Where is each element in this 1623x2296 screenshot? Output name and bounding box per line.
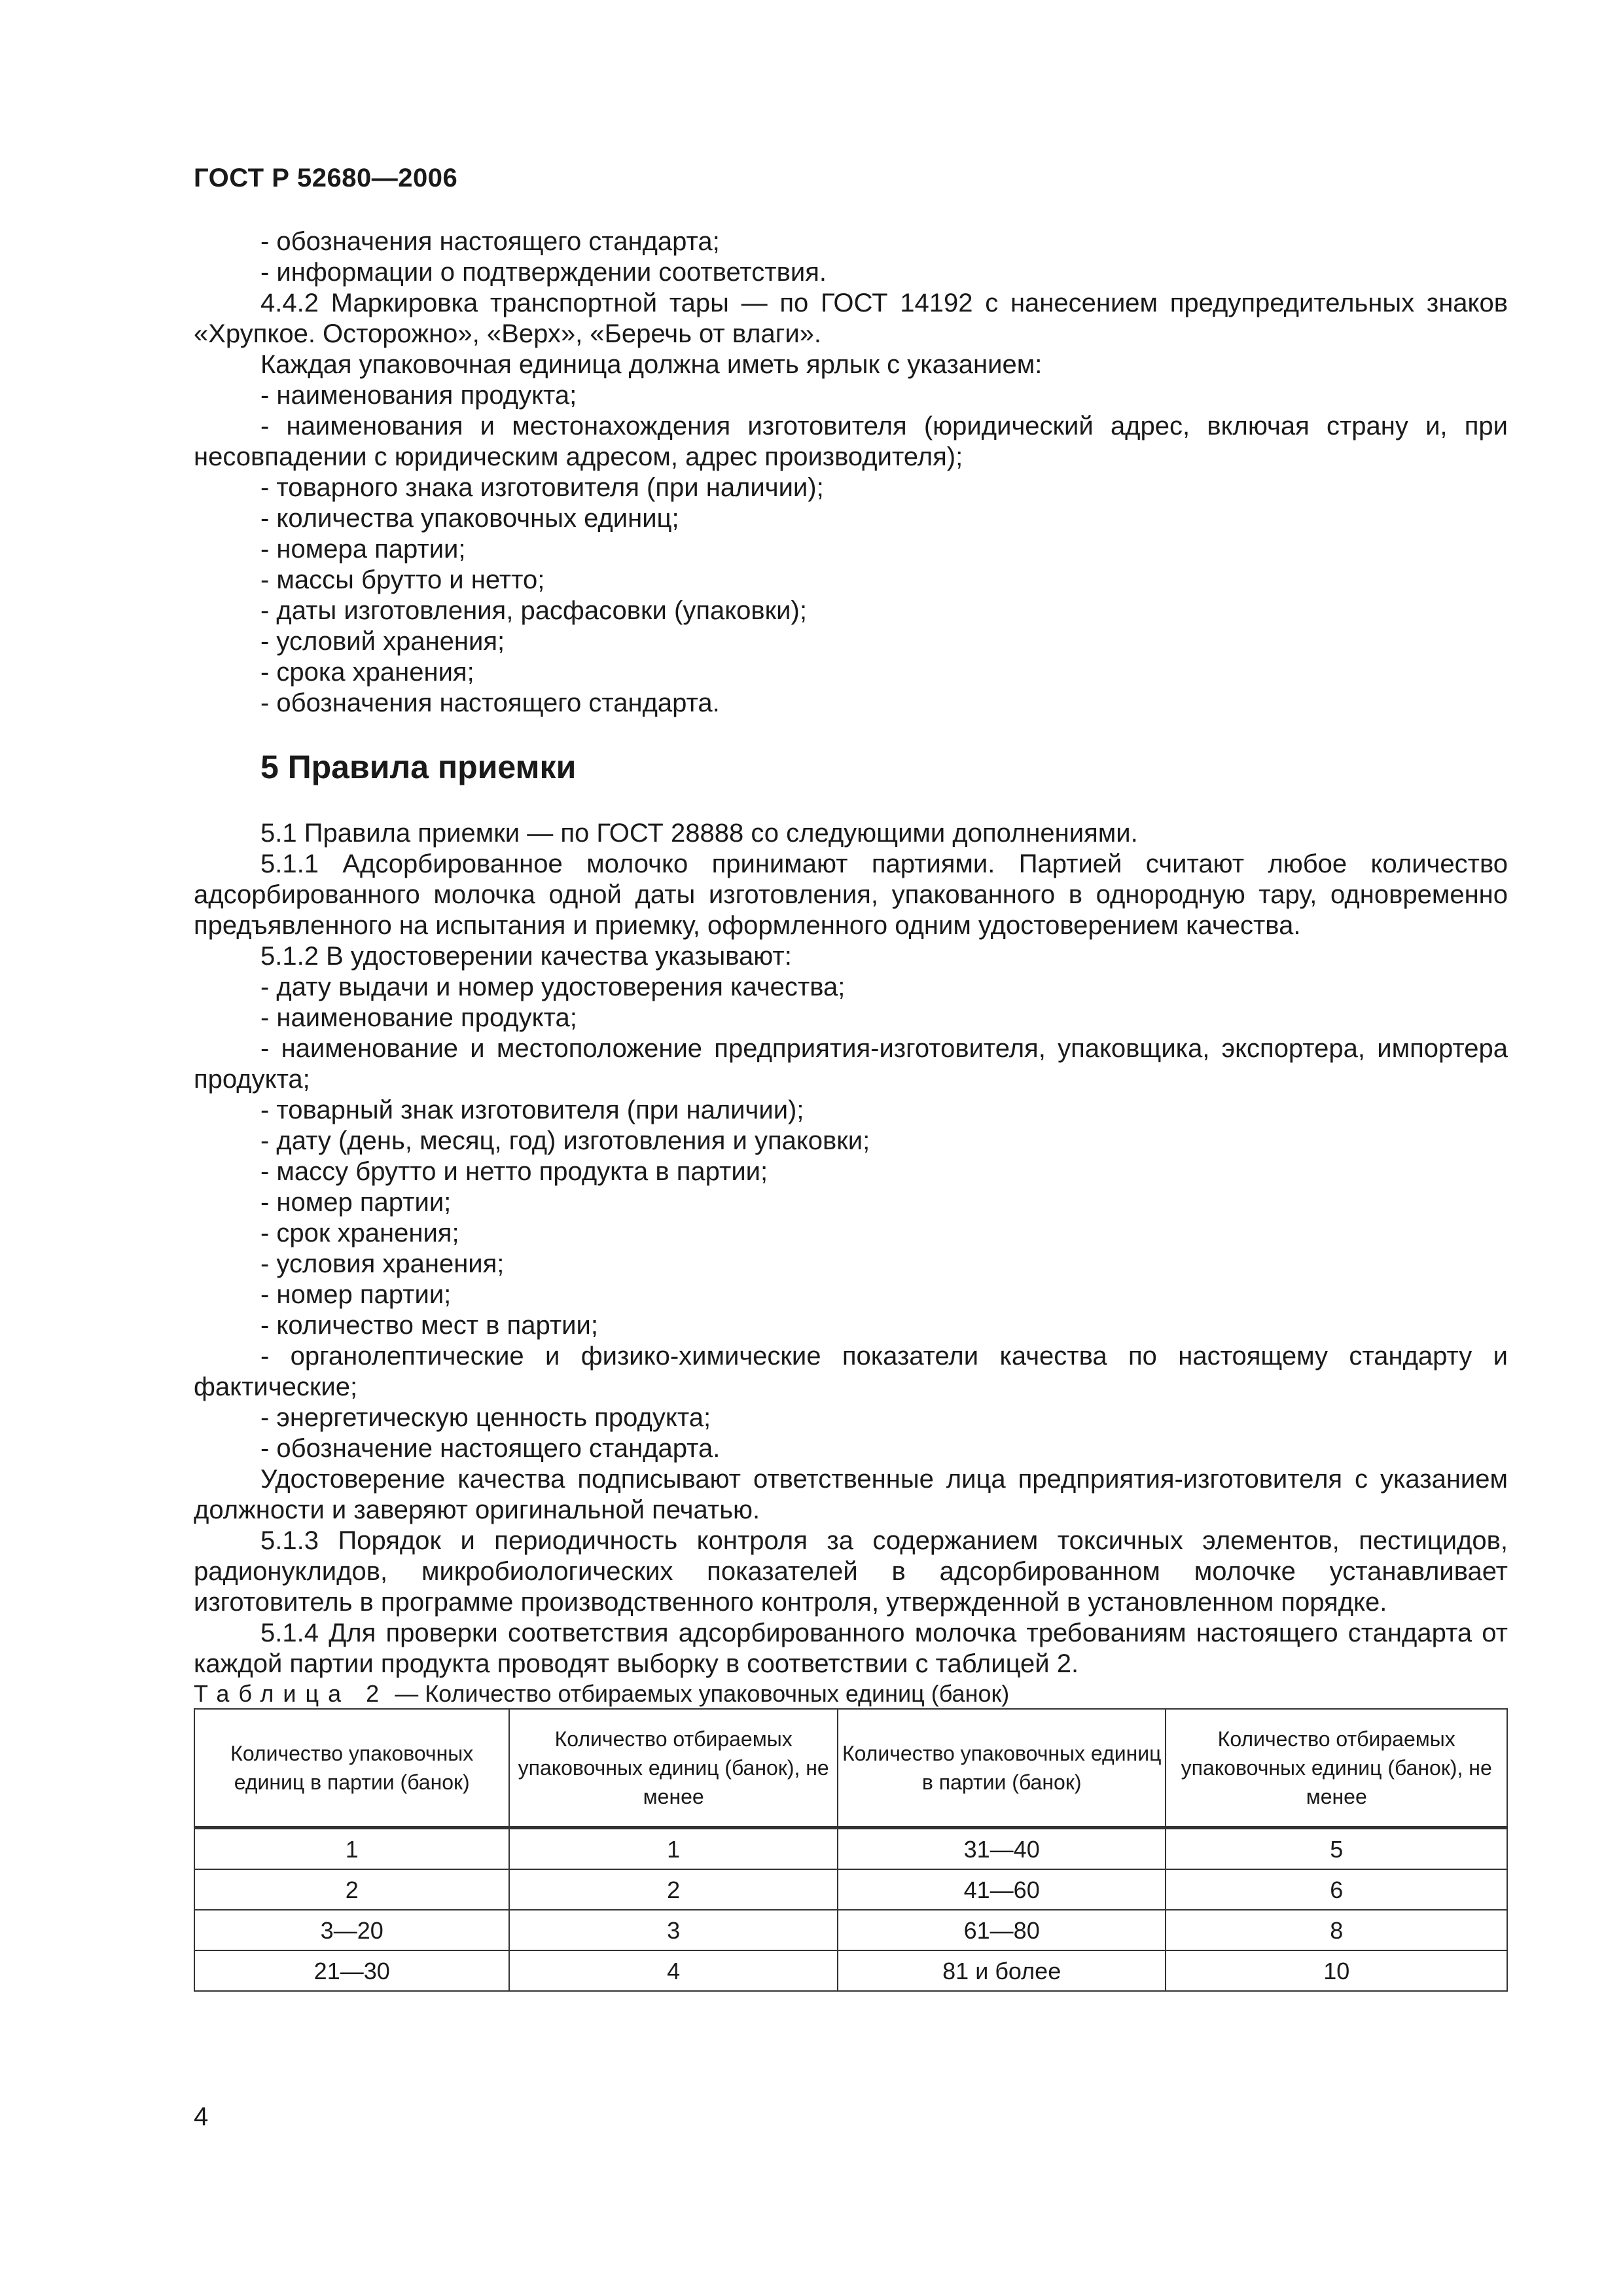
table-cell: 6 (1166, 1869, 1507, 1910)
table-cell: 10 (1166, 1950, 1507, 1991)
table-cell: 31—40 (838, 1828, 1166, 1870)
list-item: - товарного знака изготовителя (при наличии); (260, 473, 824, 502)
table-caption-text: — Количество отбираемых упаковочных единиц (банок) (388, 1680, 1010, 1707)
clause-4-4-2: 4.4.2 Маркировка транспортной тары — по ГОСТ 14192 с нанесением предупредительных знаков «Хрупкое. Осторожно», «Верх», «Беречь от влаги». (194, 289, 1508, 348)
list-item: - органолептические и физико-химические показатели качества по настоящему стандарту и фактические; (194, 1342, 1508, 1401)
table-cell: 1 (509, 1828, 838, 1870)
table-cell: 61—80 (838, 1910, 1166, 1950)
clause-5-1-3: 5.1.3 Порядок и периодичность контроля за содержанием токсичных элементов, пестицидов, радионуклидов, микробиологических показателей в адсорбированном молочке устанавливает изготовитель в программе производственного контроля, утвержденной в установленном порядке. (194, 1526, 1508, 1617)
column-header: Количество отбираемых упаковочных единиц (банок), не менее (1166, 1709, 1507, 1828)
list-item: - условий хранения; (260, 627, 505, 656)
table-cell: 2 (509, 1869, 838, 1910)
list-item: - наименования продукта; (260, 381, 577, 410)
clause-5-1-4: 5.1.4 Для проверки соответствия адсорбированного молочка требованиям настоящего стандарта от каждой партии продукта проводят выборку в соответствии с таблицей 2. (194, 1619, 1508, 1678)
table-cell: 81 и более (838, 1950, 1166, 1991)
list-item: - количества упаковочных единиц; (260, 504, 679, 533)
list-item: - номер партии; (260, 1280, 452, 1309)
list-item: - срока хранения; (260, 658, 474, 687)
list-item: - условия хранения; (260, 1249, 505, 1278)
list-item: - количество мест в партии; (260, 1311, 598, 1340)
list-item: - наименование продукта; (260, 1003, 577, 1032)
table-cell: 21—30 (194, 1950, 509, 1991)
page-header-standard-number: ГОСТ Р 52680—2006 (194, 164, 458, 192)
list-item: - обозначения настоящего стандарта; (260, 227, 720, 256)
table-row (194, 1869, 1507, 1910)
list-item: - товарный знак изготовителя (при наличии); (260, 1096, 804, 1124)
list-item: - номер партии; (260, 1188, 452, 1217)
page-number: 4 (194, 2102, 209, 2131)
table-cell: 2 (194, 1869, 509, 1910)
column-header: Количество упаковочных единиц в партии (банок) (194, 1709, 509, 1828)
clause-5-1: 5.1 Правила приемки — по ГОСТ 28888 со следующими дополнениями. (260, 819, 1138, 848)
list-item: - наименования и местонахождения изготовителя (юридический адрес, включая страну и, при несовпадении с юридическим адресом, адрес производителя); (194, 412, 1508, 471)
table-caption-label: Таблица 2 (194, 1680, 389, 1707)
list-item: - энергетическую ценность продукта; (260, 1403, 711, 1432)
section-heading: 5 Правила приемки (260, 749, 577, 785)
list-item: - номера партии; (260, 535, 466, 564)
column-header: Количество упаковочных единиц в партии (банок) (838, 1709, 1166, 1828)
table-header-row (194, 1709, 1507, 1828)
table-cell: 5 (1166, 1828, 1507, 1870)
document-body (194, 226, 1508, 1992)
clause-5-1-2: 5.1.2 В удостоверении качества указывают: (260, 942, 792, 971)
table-cell: 4 (509, 1950, 838, 1991)
table-row (194, 1828, 1507, 1870)
list-item: - наименование и местоположение предприятия-изготовителя, упаковщика, экспортера, импортера продукта; (194, 1034, 1508, 1094)
column-header: Количество отбираемых упаковочных единиц (банок), не менее (509, 1709, 838, 1828)
table-row (194, 1950, 1507, 1991)
paragraph: Удостоверение качества подписывают ответственные лица предприятия-изготовителя с указанием должности и заверяют оригинальной печатью. (194, 1465, 1508, 1524)
list-item: - массу брутто и нетто продукта в партии; (260, 1157, 768, 1186)
table-row (194, 1910, 1507, 1950)
list-item: - информации о подтверждении соответствия. (260, 258, 827, 287)
table-cell: 8 (1166, 1910, 1507, 1950)
list-item: - дату выдачи и номер удостоверения качества; (260, 973, 846, 1001)
list-item: - срок хранения; (260, 1219, 459, 1247)
table-2 (194, 1708, 1508, 1992)
list-item: - даты изготовления, расфасовки (упаковки); (260, 596, 807, 625)
table-cell: 1 (194, 1828, 509, 1870)
list-item: - обозначения настоящего стандарта. (260, 689, 720, 717)
table-cell: 3—20 (194, 1910, 509, 1950)
table-cell: 41—60 (838, 1869, 1166, 1910)
list-item: - дату (день, месяц, год) изготовления и упаковки; (260, 1126, 870, 1155)
table-cell: 3 (509, 1910, 838, 1950)
table-caption (194, 1679, 1508, 1708)
paragraph: Каждая упаковочная единица должна иметь ярлык с указанием: (260, 350, 1043, 379)
clause-5-1-1: 5.1.1 Адсорбированное молочко принимают партиями. Партией считают любое количество адсорбированного молочка одной даты изготовления, упакованного в однородную тару, одновременно предъявленного на испытания и приемку, оформленного одним удостоверением качества. (194, 850, 1508, 940)
list-item: - массы брутто и нетто; (260, 565, 545, 594)
list-item: - обозначение настоящего стандарта. (260, 1434, 721, 1463)
